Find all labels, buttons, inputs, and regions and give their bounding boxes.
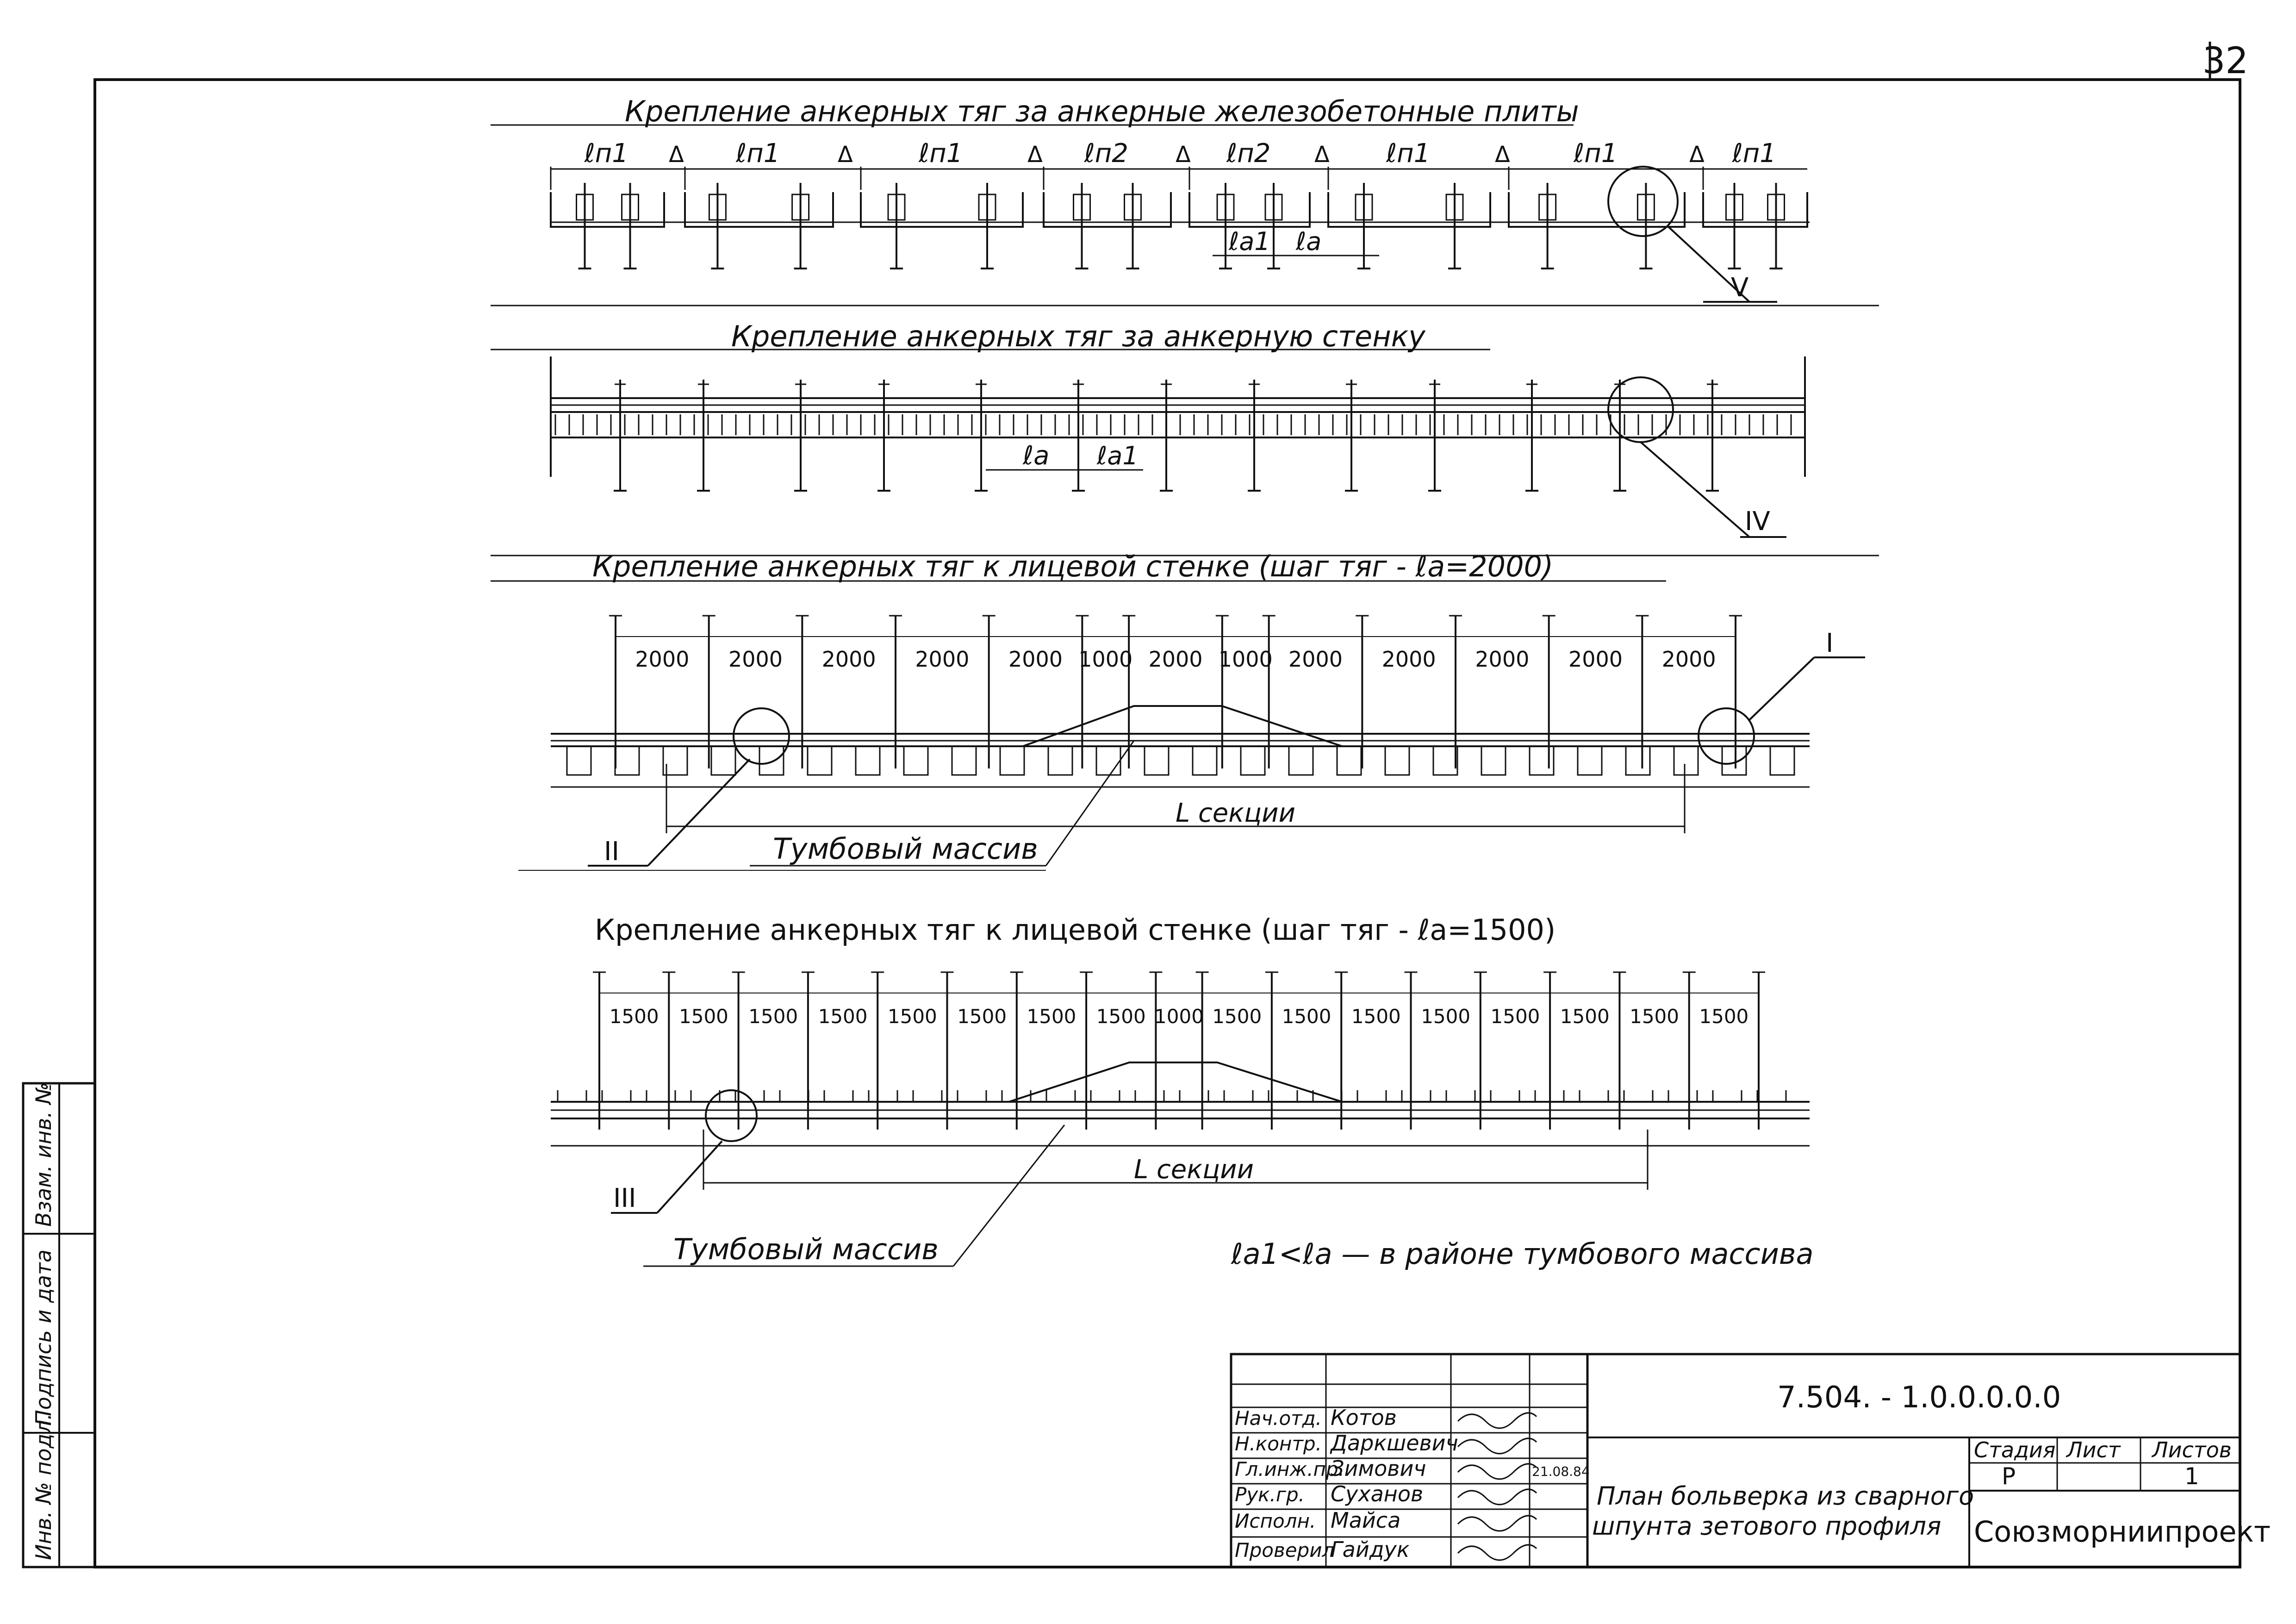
s1-length-label: ℓп2	[1084, 138, 1128, 169]
s1-callout-V: V	[1731, 273, 1749, 303]
sheet-pile	[1624, 1090, 1653, 1102]
dimension-value: 2000	[635, 647, 690, 672]
dimension-value: 1500	[679, 1005, 728, 1028]
sheet-pile	[567, 746, 591, 775]
sheet-pile	[1433, 746, 1457, 775]
sheet-pile	[1770, 746, 1794, 775]
dimension-value: 2000	[1148, 647, 1203, 672]
section-2	[491, 319, 1879, 556]
sheet-pile	[1096, 746, 1120, 775]
dimension-value: 2000	[1288, 647, 1343, 672]
s2-callout-IV: IV	[1745, 506, 1770, 537]
sheet-pile	[1402, 1090, 1431, 1102]
stage-label: Стадия	[1974, 1437, 2056, 1462]
dimension-value: 2000	[1475, 647, 1530, 672]
signature	[1458, 1413, 1537, 1428]
sheet-pile	[1578, 746, 1602, 775]
s2-sheet-pile-wall	[555, 414, 1791, 435]
dimension-value: 1500	[1027, 1005, 1076, 1028]
signature	[1458, 1489, 1537, 1505]
sheet-pile	[1713, 1090, 1742, 1102]
s1-gap-label: Δ	[838, 142, 853, 168]
personnel-name: Майса	[1331, 1508, 1401, 1533]
section-1	[491, 94, 1879, 306]
sheet-pile	[1626, 746, 1650, 775]
s1-la-label: ℓа	[1296, 227, 1322, 256]
dimension-value: 2000	[821, 647, 876, 672]
dimension-value: 1000	[1078, 647, 1133, 672]
sheet-pile	[1000, 746, 1024, 775]
personnel-role: Н.контр.	[1235, 1432, 1322, 1455]
sheet-pile	[1091, 1090, 1120, 1102]
s2-title: Крепление анкерных тяг за анкерную стенку	[731, 319, 1425, 353]
sheet-pile	[1530, 746, 1554, 775]
sheet-pile	[1048, 746, 1072, 775]
s1-gap-label: Δ	[1314, 142, 1330, 168]
s1-gap-label: Δ	[1689, 142, 1705, 168]
s3-callout-II: II	[604, 837, 620, 867]
s1-gap-label: Δ	[1495, 142, 1510, 168]
signature	[1458, 1516, 1537, 1531]
s4-callout-III: III	[613, 1183, 636, 1213]
sheet-pile	[869, 1090, 897, 1102]
s3-title: Крепление анкерных тяг к лицевой стенке (шаг тяг - ℓа=2000)	[592, 550, 1554, 583]
s3-callout-I: I	[1826, 628, 1834, 658]
sheet-pile	[1241, 746, 1265, 775]
s1-anchor-plates	[551, 167, 1807, 269]
personnel-name: Даркшевич	[1331, 1430, 1458, 1455]
personnel-name: Гайдук	[1331, 1537, 1410, 1562]
s4-section-length: L секции	[1134, 1155, 1254, 1185]
sheet-pile	[1385, 746, 1409, 775]
sheet-pile	[1491, 1090, 1519, 1102]
s4-note: ℓа1<ℓа — в районе тумбового массива	[1231, 1237, 1814, 1271]
dimension-value: 1500	[1282, 1005, 1332, 1028]
s4-bollard-massif	[1009, 1062, 1342, 1102]
sheet-pile	[759, 746, 784, 775]
personnel-role: Нач.отд.	[1235, 1407, 1322, 1430]
dimension-value: 1500	[1096, 1005, 1146, 1028]
sheet-pile	[1722, 746, 1746, 775]
personnel-role: Проверил	[1235, 1539, 1335, 1562]
strip-sign-label: Подпись и дата	[31, 1249, 56, 1426]
dimension-value: 2000	[915, 647, 970, 672]
dimension-value: 2000	[1568, 647, 1623, 672]
dimension-value: 1500	[1699, 1005, 1749, 1028]
dimension-value: 2000	[1008, 647, 1063, 672]
s1-la1-label: ℓа1	[1229, 227, 1270, 256]
strip-inv-label: Инв. № подл.	[31, 1413, 56, 1560]
personnel-name: Суханов	[1331, 1481, 1424, 1506]
sheet-pile	[1180, 1090, 1208, 1102]
dimension-value: 2000	[728, 647, 783, 672]
sheet-pile	[913, 1090, 942, 1102]
sheet-pile	[711, 746, 735, 775]
s1-length-label: ℓп2	[1226, 138, 1271, 169]
sheet-pile	[1269, 1090, 1297, 1102]
s2-anchor-rods	[614, 380, 1719, 491]
sheet-pile	[647, 1090, 675, 1102]
personnel-role: Рук.гр.	[1235, 1483, 1305, 1506]
sheet-pile	[602, 1090, 631, 1102]
left-strip	[23, 1082, 95, 1567]
personnel-name: Котов	[1331, 1405, 1397, 1430]
doc-code: 7.504. - 1.0.0.0.0.0	[1777, 1380, 2061, 1415]
sheet-pile	[1580, 1090, 1608, 1102]
personnel-name: Зимович	[1331, 1456, 1426, 1481]
sheet-pile	[558, 1090, 586, 1102]
dimension-value: 1500	[887, 1005, 937, 1028]
stage-value: Р	[2002, 1463, 2016, 1490]
dimension-value: 1500	[1630, 1005, 1679, 1028]
dimension-value: 1000	[1154, 1005, 1204, 1028]
s3-massif-label: Тумбовый массив	[773, 832, 1038, 866]
personnel-role: Гл.инж.пр.	[1235, 1458, 1345, 1480]
dimension-value: 1500	[957, 1005, 1007, 1028]
sheet-pile	[1224, 1090, 1253, 1102]
s4-rod-spacing-dims	[593, 972, 1765, 1130]
s1-gap-label: Δ	[669, 142, 684, 168]
signature	[1458, 1464, 1537, 1479]
dimension-value: 1500	[1490, 1005, 1540, 1028]
sheet-number: 32	[2202, 40, 2248, 82]
dimension-value: 2000	[1381, 647, 1436, 672]
sheets-label: Листов	[2152, 1437, 2232, 1462]
sheet-pile	[808, 746, 832, 775]
dimension-value: 1000	[1218, 647, 1273, 672]
s1-dimension-labels	[551, 138, 1807, 169]
sheet-frame	[95, 80, 2240, 1567]
sheet-pile	[1446, 1090, 1475, 1102]
personnel-role: Исполн.	[1235, 1510, 1316, 1532]
s1-length-label: ℓп1	[736, 138, 780, 169]
sheet-pile	[1481, 746, 1506, 775]
s1-length-label: ℓп1	[1386, 138, 1431, 169]
drawing-title-line-1: План больверка из сварного	[1597, 1481, 1974, 1511]
sheet-pile	[1668, 1090, 1697, 1102]
s3-section-length: L секции	[1176, 798, 1295, 828]
sheet-pile	[904, 746, 928, 775]
dimension-value: 1500	[818, 1005, 868, 1028]
s1-length-label: ℓп1	[1574, 138, 1618, 169]
organization: Союзморниипроект	[1974, 1515, 2271, 1549]
section-4	[551, 913, 1813, 1271]
sheet-pile	[952, 746, 976, 775]
section-3	[491, 550, 1865, 870]
sheet-pile	[1046, 1090, 1075, 1102]
strip-replace-label: Взам. инв. №	[31, 1082, 56, 1227]
sheet-pile	[1674, 746, 1698, 775]
s3-sheet-pile-wall	[567, 746, 1794, 775]
s4-massif-label: Тумбовый массив	[673, 1232, 939, 1266]
dimension-value: 1500	[1560, 1005, 1610, 1028]
sheet-pile	[1757, 1090, 1786, 1102]
s1-gap-label: Δ	[1027, 142, 1043, 168]
dimension-value: 1500	[1421, 1005, 1471, 1028]
signature	[1458, 1438, 1537, 1454]
drawing-title-line-2: шпунта зетового профиля	[1592, 1512, 1941, 1541]
s1-gap-label: Δ	[1176, 142, 1191, 168]
s1-length-label: ℓп1	[1732, 138, 1776, 169]
title-block	[1231, 1354, 2271, 1567]
sheet-pile	[615, 746, 639, 775]
sheet-pile	[1357, 1090, 1386, 1102]
sheet-pile	[780, 1090, 809, 1102]
s1-length-label: ℓп1	[584, 138, 628, 169]
dimension-value: 1500	[748, 1005, 798, 1028]
s1-title: Крепление анкерных тяг за анкерные железобетонные плиты	[625, 94, 1579, 128]
dimension-value: 1500	[1351, 1005, 1401, 1028]
sheet-pile	[958, 1090, 986, 1102]
s2-la1-label: ℓа1	[1097, 441, 1139, 470]
sheet-pile	[824, 1090, 853, 1102]
dimension-value: 1500	[1212, 1005, 1262, 1028]
s1-length-label: ℓп1	[919, 138, 963, 169]
s4-title: Крепление анкерных тяг к лицевой стенке (шаг тяг - ℓа=1500)	[595, 913, 1556, 947]
sheet-pile	[1337, 746, 1361, 775]
dimension-value: 2000	[1661, 647, 1716, 672]
sheet-pile	[856, 746, 880, 775]
sheet-value: 1	[2184, 1463, 2199, 1490]
sheet-pile	[1193, 746, 1217, 775]
personnel-date: 21.08.84	[1532, 1464, 1590, 1479]
signature	[1458, 1545, 1537, 1560]
sheet-label: Лист	[2066, 1437, 2121, 1462]
sheet-pile	[1135, 1090, 1164, 1102]
dimension-value: 1500	[609, 1005, 659, 1028]
sheet-pile	[1289, 746, 1313, 775]
sheet-pile	[1145, 746, 1169, 775]
s2-la-label: ℓа	[1023, 441, 1050, 471]
